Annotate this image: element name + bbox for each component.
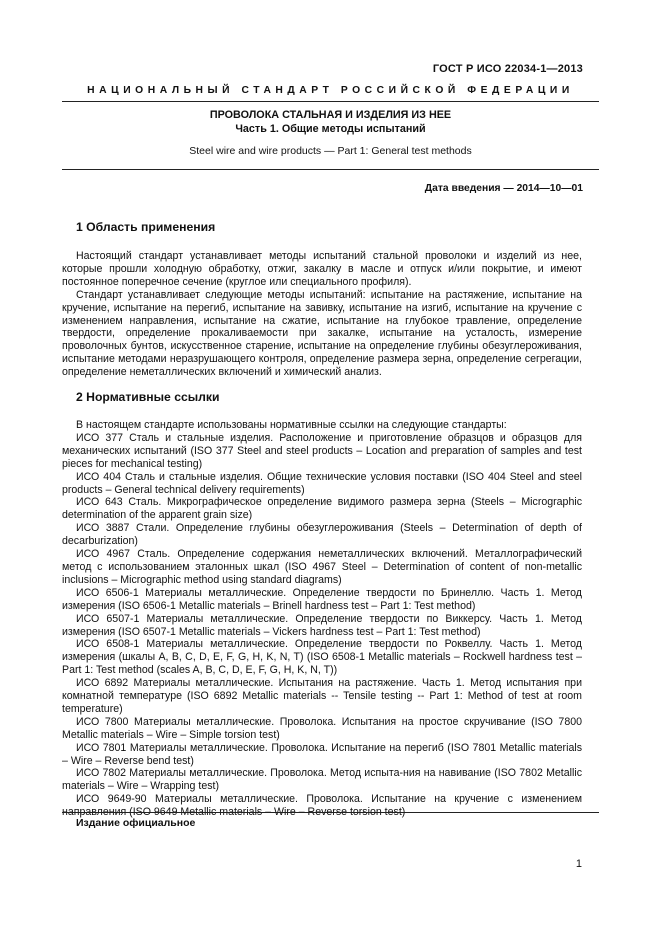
section-2-body	[62, 419, 582, 819]
section-1-paragraph: Настоящий стандарт устанавливает методы испытаний стальной проволоки и изделий из нее, которые прошли холодную обработку, отжиг, закалку в масле и отпуск и/или покрытие, и имеют постоянное поперечное сечение (круглое или специального профиля).	[62, 250, 582, 288]
page-number: 1	[575, 858, 582, 870]
reference-item: ИСО 6506-1 Материалы металлические. Определение твердости по Бринеллю. Часть 1. Метод измерения (ISO 6506-1 Metallic materials – Brinell hardness test – Part 1: Test method)	[62, 586, 582, 612]
reference-item: ИСО 7800 Материалы металлические. Проволока. Испытания на простое скручивание (ISO 7800 Metallic materials – Wire – Simple torsion test)	[62, 715, 582, 741]
section-2-heading: 2 Нормативные ссылки	[76, 390, 220, 404]
introduction-date: Дата введения — 2014—10—01	[424, 183, 583, 194]
section-1-heading: 1 Область применения	[76, 220, 216, 234]
document-number: ГОСТ Р ИСО 22034-1—2013	[432, 63, 583, 75]
english-title: Steel wire and wire products — Part 1: General test methods	[189, 145, 472, 157]
header-rule-bottom	[62, 169, 599, 170]
official-edition-label: Издание официальное	[76, 817, 196, 829]
reference-item: ИСО 9649-90 Материалы металлические. Проволока. Испытание на кручение с изменением направления (ISO 9649 Metallic materials – Wire – Reverse torsion test)	[62, 793, 582, 819]
reference-item: ИСО 404 Сталь и стальные изделия. Общие технические условия поставки (ISO 404 Steel and steel products – General technical delivery requirements)	[62, 470, 582, 496]
reference-item: ИСО 377 Сталь и стальные изделия. Расположение и приготовление образцов и образцов для механических испытаний (ISO 377 Steel and steel products – Location and preparation of samples and test pieces for mechanical testing)	[62, 431, 582, 470]
reference-item: ИСО 7801 Материалы металлические. Проволока. Испытание на перегиб (ISO 7801 Metallic materials – Wire – Reverse bend test)	[62, 741, 582, 767]
document-part-title: Часть 1. Общие методы испытаний	[235, 123, 426, 135]
reference-item: ИСО 6507-1 Материалы металлические. Определение твердости по Виккерсу. Часть 1. Метод измерения (ISO 6507-1 Metallic materials – Vickers hardness test – Part 1: Test method)	[62, 612, 582, 638]
reference-item: ИСО 4967 Сталь. Определение содержания неметаллических включений. Металлографический метод с использованием эталонных шкал (ISO 4967 Steel – Determination of content of non-metallic inclusions – Micrographic method using standard diagrams)	[62, 548, 582, 586]
reference-item: ИСО 3887 Стали. Определение глубины обезуглероживания (Steels – Determination of depth of decarburization)	[62, 522, 582, 548]
reference-item: ИСО 6508-1 Материалы металлические. Определение твердости по Роквеллу. Часть 1. Метод измерения (шкалы A, B, C, D, E, F, G, H, K, N, T) (ISO 6508-1 Metallic materials – Rockwell hardness test – Part 1: Test method (scales A, B, C, D, E, F, G, H, K, N, T))	[62, 638, 582, 677]
reference-item: ИСО 6892 Материалы металлические. Испытания на растяжение. Часть 1. Метод испытания при комнатной температуре (ISO 6892 Metallic materials -- Tensile testing -- Part 1: Method of test at room temperature)	[62, 677, 582, 715]
footer-rule	[62, 812, 599, 813]
reference-intro: В настоящем стандарте использованы нормативные ссылки на следующие стандарты:	[76, 419, 507, 431]
header-rule-top	[62, 101, 599, 102]
national-standard-banner: НАЦИОНАЛЬНЫЙ СТАНДАРТ РОССИЙСКОЙ ФЕДЕРАЦИИ	[87, 85, 574, 96]
document-title: ПРОВОЛОКА СТАЛЬНАЯ И ИЗДЕЛИЯ ИЗ НЕЕ	[209, 109, 452, 121]
section-1-body	[62, 250, 582, 379]
reference-item: ИСО 643 Сталь. Микрографическое определение видимого размера зерна (Steels – Micrographic determination of the apparent grain size)	[62, 496, 582, 522]
reference-item: ИСО 7802 Материалы металлические. Проволока. Метод испыта-ния на навивание (ISO 7802 Metallic materials – Wire – Wrapping test)	[62, 767, 582, 793]
section-1-paragraph: Стандарт устанавливает следующие методы испытаний: испытание на растяжение, испытание на кручение, испытание на перегиб, испытание на завивку, испытание на изгиб, испытание на кручение с изменением направления, испытание на сжатие, испытание на глубокое травление, определение твердости, определение прокаливаемости при закалке, испытание на усталость, измерение проволочных бунтов, искусственное старение, испытание на определение глубины обезуглероживания, испытание методами неразрушающего контроля, определение размера зерна, определение сегрегации, определение неметаллических включений и химический анализ.	[62, 288, 582, 379]
